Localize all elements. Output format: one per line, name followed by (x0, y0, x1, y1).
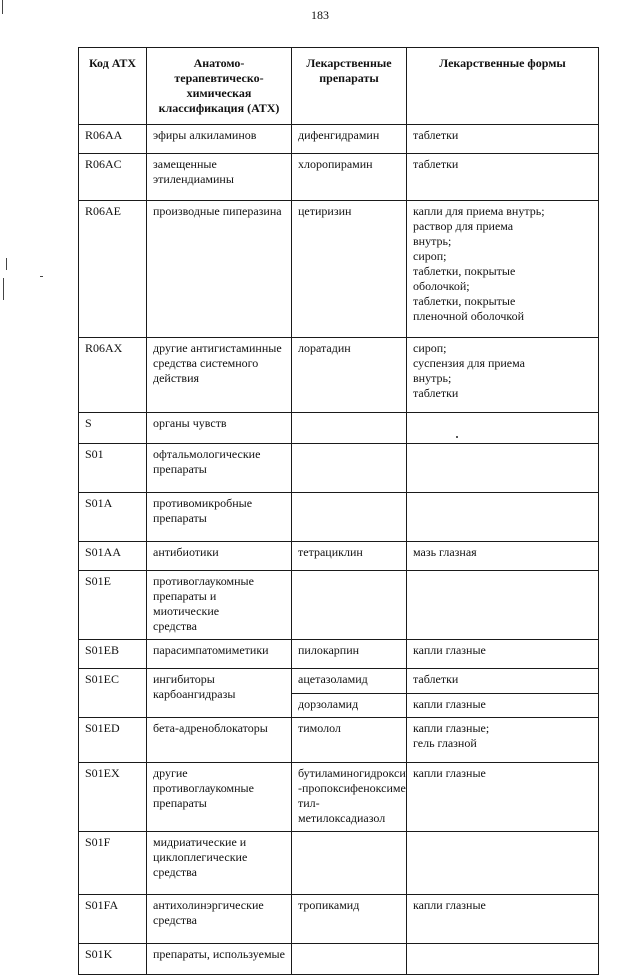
dosage-form-cell: капли глазные (407, 895, 599, 944)
classification-cell: другие антигистаминные средства системного действия (147, 338, 292, 413)
atc-table (78, 47, 599, 975)
classification-cell: другие противоглаукомные препараты (147, 763, 292, 832)
table-row (79, 832, 599, 895)
dosage-form-cell: капли глазные (407, 640, 599, 669)
scan-artifact (3, 278, 4, 300)
dosage-form-cell: капли для приема внутрь; раствор для приема внутрь; сироп; таблетки, покрытые оболочкой; таблетки, покрытые пленочной оболочкой (407, 201, 599, 338)
atc-code-cell: R06AA (79, 125, 147, 154)
header-drugs: Лекарственные препараты (292, 48, 407, 125)
classification-cell: мидриатические и циклоплегические средства (147, 832, 292, 895)
dosage-form-cell: капли глазные (407, 763, 599, 832)
drug-cell: дифенгидрамин (292, 125, 407, 154)
table-header-row (79, 48, 599, 125)
drug-cell: бутиламиногидрокси -пропоксифеноксиме тил-метилоксадиазол (292, 763, 407, 832)
dosage-form-cell: таблетки (407, 669, 599, 694)
drug-cell: лоратадин (292, 338, 407, 413)
classification-cell: противомикробные препараты (147, 493, 292, 542)
header-code: Код АТХ (79, 48, 147, 125)
drug-cell: дорзоламид (292, 693, 407, 718)
table-row (79, 444, 599, 493)
atc-code-cell: S01ED (79, 718, 147, 763)
scan-artifact (2, 0, 3, 14)
classification-cell: антихолинэргические средства (147, 895, 292, 944)
table-row (79, 571, 599, 640)
page-number: 183 (311, 8, 329, 22)
dosage-form-cell: капли глазные; гель глазной (407, 718, 599, 763)
atc-code-cell: S01EC (79, 669, 147, 718)
dosage-form-cell (407, 444, 599, 493)
table-row (79, 944, 599, 975)
classification-cell: органы чувств (147, 413, 292, 444)
drug-cell: тимолол (292, 718, 407, 763)
atc-code-cell: R06AE (79, 201, 147, 338)
table-row (79, 669, 599, 694)
atc-code-cell: S01EB (79, 640, 147, 669)
table-row (79, 895, 599, 944)
table-row (79, 763, 599, 832)
table-row (79, 154, 599, 201)
scan-artifact (40, 276, 43, 277)
dosage-form-cell (407, 832, 599, 895)
classification-cell: антибиотики (147, 542, 292, 571)
classification-cell: офтальмологические препараты (147, 444, 292, 493)
atc-code-cell: S01K (79, 944, 147, 975)
header-classification: Анатомо- терапевтическо- химическая классификация (АТХ) (147, 48, 292, 125)
classification-cell: парасимпатомиметики (147, 640, 292, 669)
drug-cell (292, 832, 407, 895)
dosage-form-cell (407, 413, 599, 444)
header-forms: Лекарственные формы (407, 48, 599, 125)
classification-cell: препараты, используемые (147, 944, 292, 975)
classification-cell: замещенные этилендиамины (147, 154, 292, 201)
table-row (79, 718, 599, 763)
scan-artifact (6, 258, 7, 270)
atc-code-cell: S01A (79, 493, 147, 542)
drug-cell (292, 444, 407, 493)
drug-cell: тропикамид (292, 895, 407, 944)
dosage-form-cell (407, 493, 599, 542)
table-row (79, 338, 599, 413)
table-row (79, 493, 599, 542)
classification-cell: противоглаукомные препараты и миотические средства (147, 571, 292, 640)
atc-code-cell: R06AC (79, 154, 147, 201)
dosage-form-cell: сироп; суспензия для приема внутрь; таблетки (407, 338, 599, 413)
dosage-form-cell: капли глазные (407, 693, 599, 718)
dosage-form-cell: таблетки (407, 154, 599, 201)
drug-cell: хлоропирамин (292, 154, 407, 201)
classification-cell: ингибиторы карбоангидразы (147, 669, 292, 718)
atc-code-cell: S01AA (79, 542, 147, 571)
drug-cell (292, 493, 407, 542)
classification-cell: эфиры алкиламинов (147, 125, 292, 154)
classification-cell: бета-адреноблокаторы (147, 718, 292, 763)
dosage-form-cell: таблетки (407, 125, 599, 154)
atc-code-cell: R06AX (79, 338, 147, 413)
drug-cell (292, 571, 407, 640)
atc-code-cell: S01EX (79, 763, 147, 832)
drug-cell: пилокарпин (292, 640, 407, 669)
dosage-form-cell (407, 944, 599, 975)
dosage-form-cell (407, 571, 599, 640)
table-row (79, 413, 599, 444)
table-body (79, 125, 599, 975)
table-row (79, 640, 599, 669)
classification-cell: производные пиперазина (147, 201, 292, 338)
drug-cell: цетиризин (292, 201, 407, 338)
drug-cell (292, 413, 407, 444)
table-row (79, 542, 599, 571)
table-row (79, 201, 599, 338)
dosage-form-cell: мазь глазная (407, 542, 599, 571)
atc-code-cell: S (79, 413, 147, 444)
table-row (79, 125, 599, 154)
atc-code-cell: S01E (79, 571, 147, 640)
drug-cell: ацетазоламид (292, 669, 407, 694)
atc-code-cell: S01FA (79, 895, 147, 944)
drug-cell (292, 944, 407, 975)
drug-cell: тетрациклин (292, 542, 407, 571)
atc-code-cell: S01 (79, 444, 147, 493)
atc-code-cell: S01F (79, 832, 147, 895)
